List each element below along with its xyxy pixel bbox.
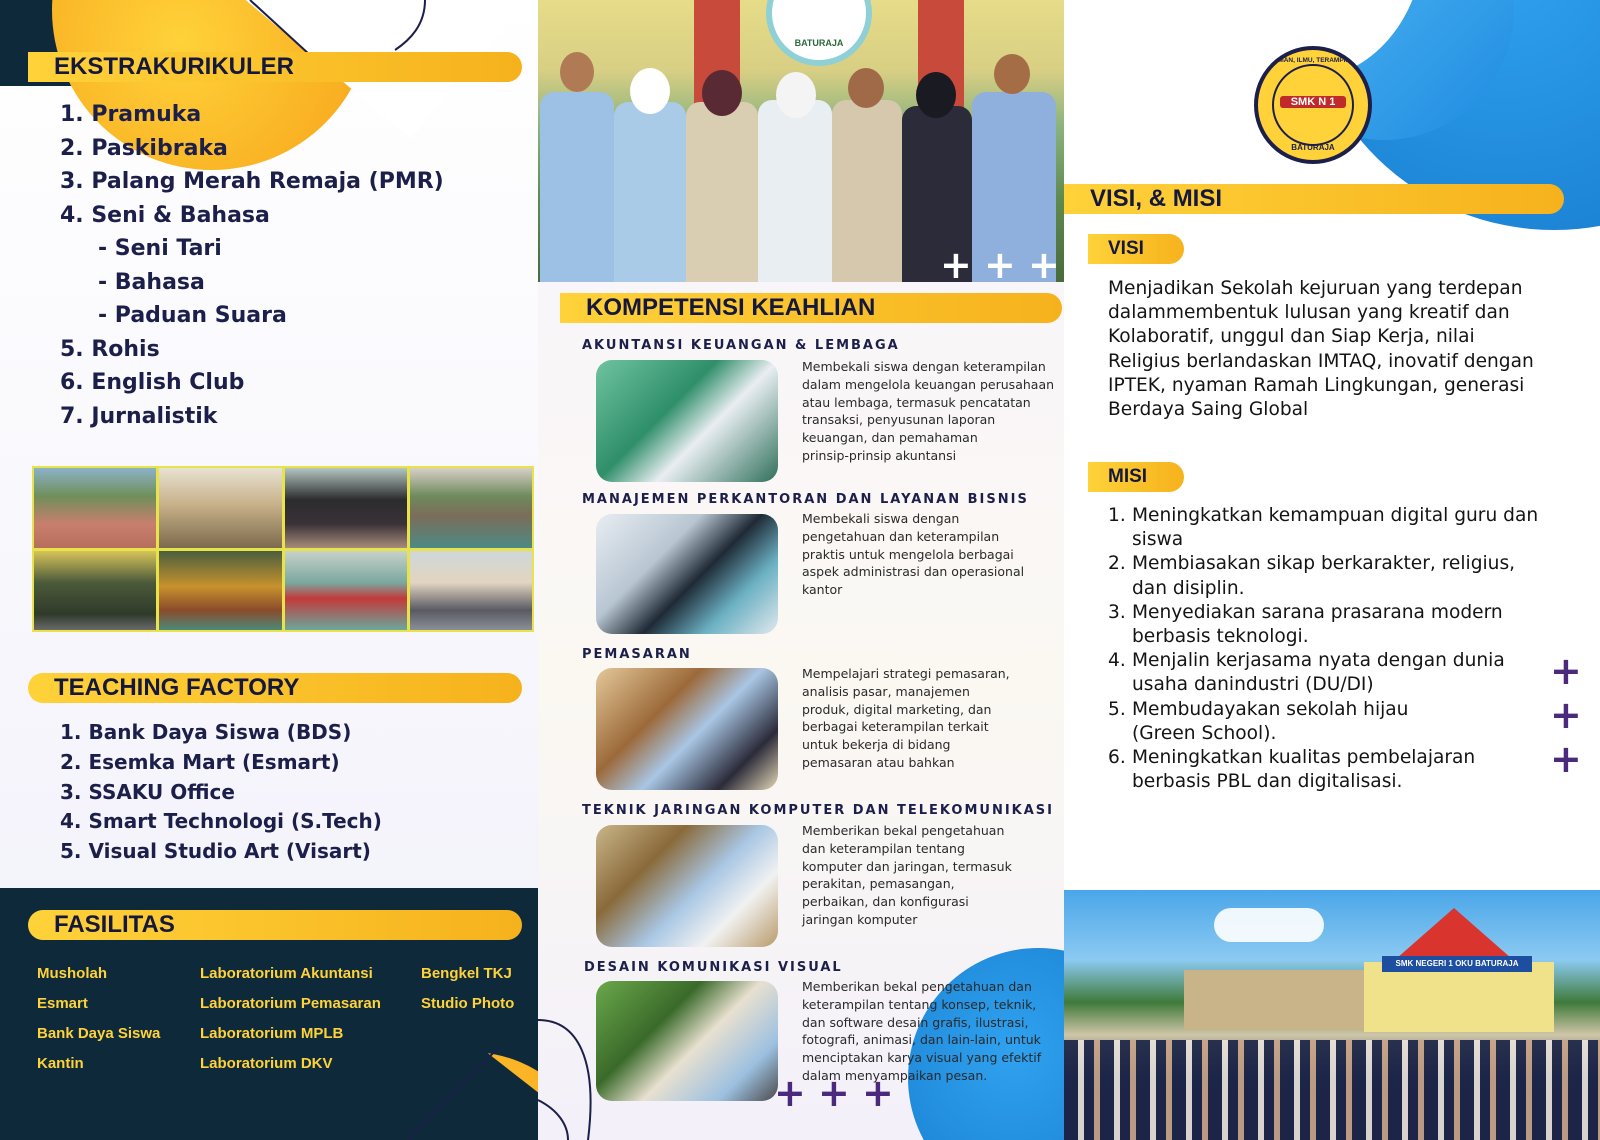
activity-photo (410, 551, 532, 631)
activity-photo (410, 468, 532, 548)
visi-label: VISI (1088, 234, 1184, 264)
ekstra-item: 5. Rohis (60, 336, 160, 362)
tefa-item: 2. Esemka Mart (Esmart) (60, 749, 340, 774)
tefa-item: 5. Visual Studio Art (Visart) (60, 839, 371, 864)
fasilitas-item: Laboratorium DKV (200, 1055, 333, 1072)
student-figure (614, 102, 686, 282)
activity-photo-grid (32, 466, 534, 632)
competency-title: TEKNIK JARINGAN KOMPUTER DAN TELEKOMUNIKASI (582, 803, 1055, 818)
building-sign: SMK NEGERI 1 OKU BATURAJA (1382, 956, 1532, 972)
activity-photo (159, 468, 281, 548)
staff-group (1064, 1040, 1600, 1140)
misi-label: MISI (1088, 462, 1184, 492)
ekstra-item: 4. Seni & Bahasa (60, 202, 270, 228)
competency-title: MANAJEMEN PERKANTORAN DAN LAYANAN BISNIS (582, 492, 1029, 507)
tefa-item: 4. Smart Technologi (S.Tech) (60, 809, 382, 834)
activity-photo (159, 551, 281, 631)
students-group-photo (538, 0, 1064, 282)
competency-title: PEMASARAN (582, 647, 692, 662)
teaching-factory-list (60, 718, 382, 867)
activity-photo (285, 468, 407, 548)
competency-description: Membekali siswa dengan pengetahuan dan keterampilan praktis untuk mengelola berbagai aspek administrasi dan operasional kantor (802, 511, 1025, 598)
misi-list (1108, 504, 1538, 794)
tefa-item: 1. Bank Daya Siswa (BDS) (60, 720, 352, 744)
fasilitas-item: Kantin (37, 1055, 84, 1072)
visi-misi-heading: VISI, & MISI (1064, 184, 1564, 214)
plus-icon: + (862, 1071, 894, 1115)
student-head (630, 68, 670, 114)
student-head (776, 72, 816, 118)
school-logo: IMAN, ILMU, TERAMPIL SMK N 1 BATURAJA (1254, 46, 1372, 164)
student-head (916, 72, 956, 118)
activity-photo (34, 468, 156, 548)
cloud-shape (1214, 908, 1324, 942)
school-seal: BATURAJA (766, 0, 872, 66)
plus-icon: + (818, 1071, 850, 1115)
left-panel (0, 0, 538, 1140)
plus-icon: + (774, 1071, 806, 1115)
student-figure (686, 102, 758, 282)
competency-title: AKUNTANSI KEUANGAN & LEMBAGA (582, 338, 900, 353)
building-wall (1364, 962, 1554, 1032)
ekstra-item: 2. Paskibraka (60, 135, 228, 161)
fasilitas-heading: FASILITAS (28, 910, 522, 940)
student-figure (832, 100, 902, 282)
student-head (848, 68, 884, 108)
ekstrakurikuler-heading: EKSTRAKURIKULER (28, 52, 522, 82)
ekstra-item: 1. Pramuka (60, 102, 202, 127)
fasilitas-item: Bank Daya Siswa (37, 1025, 161, 1042)
competency-photo (596, 514, 778, 634)
competency-photo (596, 668, 778, 790)
fasilitas-item: Studio Photo (421, 995, 515, 1012)
fasilitas-item: Musholah (37, 965, 107, 982)
plus-icon: + (1550, 737, 1582, 781)
activity-photo (285, 551, 407, 631)
ekstra-subitem: - Seni Tari (98, 236, 222, 261)
student-head (994, 54, 1030, 94)
fasilitas-item: Esmart (37, 995, 88, 1012)
competency-photo (596, 360, 778, 482)
ekstra-item: 7. Jurnalistik (60, 403, 218, 429)
visi-text: Menjadikan Sekolah kejuruan yang terdepan dalammembentuk lulusan yang kreatif dan Kolaboratif, unggul dan Siap Kerja, nilai Religius berlandaskan IMTAQ, inovatif dengan IPTEK, nyaman Ramah Lingkungan, generasi Berdaya Saing Global (1108, 278, 1534, 421)
ekstra-item: 6. English Club (60, 370, 245, 395)
ekstra-subitem: - Paduan Suara (98, 303, 287, 328)
side-building (1184, 970, 1364, 1030)
competency-description: Memberikan bekal pengetahuan dan keterampilan tentang konsep, teknik, dan software desain grafis, ilustrasi, fotografi, animasi, dan lain-lain, untuk menciptakan karya visual yang efektif dalam menyampaikan pesan. (802, 979, 1042, 1083)
activity-photo (34, 551, 156, 631)
misi-item: 5. Membudayakan sekolah hijau (Green School). (1108, 698, 1409, 744)
middle-panel (538, 0, 1064, 1140)
student-figure (540, 92, 614, 282)
fasilitas-line-decoration (380, 1048, 538, 1140)
ekstrakurikuler-list (60, 98, 444, 433)
competency-description: Memberikan bekal pengetahuan dan keterampilan tentang komputer dan jaringan, termasuk perakitan, pemasangan, perbaikan, dan konfigurasi jaringan komputer (802, 823, 1012, 927)
fasilitas-item: Bengkel TKJ (421, 965, 512, 982)
competency-title: DESAIN KOMUNIKASI VISUAL (584, 960, 843, 975)
corner-line-decoration (230, 0, 450, 60)
misi-item: 3. Menyediakan sarana prasarana modern berbasis teknologi. (1108, 601, 1503, 647)
plus-icon: + (1028, 243, 1060, 282)
plus-icon: + (984, 243, 1016, 282)
student-head (702, 70, 742, 116)
plus-icon: + (940, 243, 972, 282)
plus-icon: + (1550, 649, 1582, 693)
competency-description: Membekali siswa dengan keterampilan dalam mengelola keuangan perusahaan atau lembaga, termasuk pencatatan transaksi, penyusunan laporan keuangan, dan pemahaman prinsip-prinsip akuntansi (802, 359, 1055, 463)
teaching-factory-heading: TEACHING FACTORY (28, 673, 522, 703)
right-panel (1064, 0, 1600, 1140)
kompetensi-heading: KOMPETENSI KEAHLIAN (560, 293, 1062, 323)
misi-item: 1. Meningkatkan kemampuan digital guru dan siswa (1108, 505, 1539, 551)
ekstra-subitem: - Bahasa (98, 269, 205, 295)
competency-description: Mempelajari strategi pemasaran, analisis pasar, manajemen produk, digital marketing, dan berbagai keterampilan terkait untuk bekerja di bidang pemasaran atau bahkan (802, 666, 1010, 770)
fasilitas-item: Laboratorium Pemasaran (200, 995, 381, 1012)
competency-photo (596, 825, 778, 947)
misi-item: 4. Menjalin kerjasama nyata dengan dunia usaha danindustri (DU/DI) (1108, 650, 1505, 696)
student-figure (758, 100, 832, 282)
tefa-item: 3. SSAKU Office (60, 779, 235, 804)
student-head (560, 52, 594, 92)
misi-item: 2. Membiasakan sikap berkarakter, religius, dan disiplin. (1108, 553, 1516, 599)
misi-item: 6. Meningkatkan kualitas pembelajaran berbasis PBL dan digitalisasi. (1108, 746, 1476, 793)
plus-icon: + (1550, 693, 1582, 737)
ekstra-item: 3. Palang Merah Remaja (PMR) (60, 169, 444, 194)
fasilitas-item: Laboratorium Akuntansi (200, 965, 373, 982)
competency-photo (596, 981, 778, 1101)
school-building-photo (1064, 890, 1600, 1140)
fasilitas-item: Laboratorium MPLB (200, 1025, 344, 1042)
